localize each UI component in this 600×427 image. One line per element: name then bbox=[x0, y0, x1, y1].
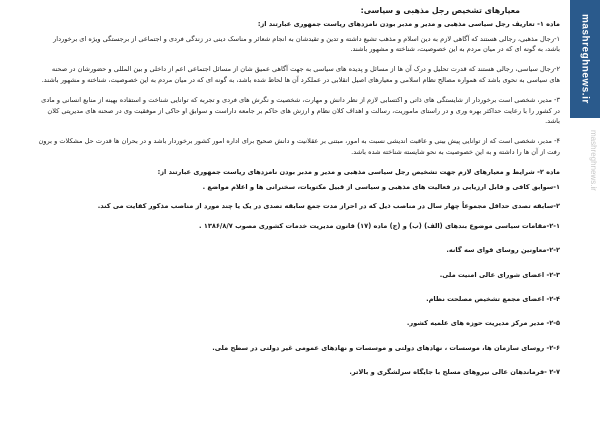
article-2-subitem-7 bbox=[10, 367, 560, 378]
subitem-line: ۲-۷ -فرماندهان عالی نیروهای مسلح با جایگاه سرلشگری و بالاتر. bbox=[349, 367, 560, 376]
article-2-heading: ماده ۲- شرایط و معیارهای لازم جهت تشخیص رجل سیاسی مذهبی و مدیر و مدبر بودن نامزدهای ریاست جمهوری عبارتند از: bbox=[157, 167, 560, 176]
article-2-item-1 bbox=[10, 182, 560, 193]
paragraph-line: های سیاسی به نحوی باشد که همواره مصالح نظام اسلامی و معیارهای اصیل انقلابی در عملکرد آن ها لحاظ شده باشد، به گونه ای که در میان مردم به این خصوصیت، شناخته و مشهور باشند. bbox=[41, 75, 560, 84]
paragraph-line: ۲-رجال سیاسی، رجالی هستند که قدرت تحلیل و درک آن ها از مسائل و پدیده های سیاسی به جهت آگاهی عمیق شان از مسائل اجتماعی اعم از داخلی و بین المللی و حضورشان در صحنه bbox=[51, 65, 560, 74]
paragraph-line: رفت از آن ها را داشته و به این خصوصیت به نحو شایسته شناخته شده باشد. bbox=[351, 147, 560, 156]
paragraph-line: ۴- مدبر، شخصی است که از توانایی پیش بینی و عاقبت اندیشی نسبت به امور، مبتنی بر عقلانیت و دانش صحیح برای اداره امور کشور برخوردار باشد و در بحران ها قدرت حل مشکلات و برون bbox=[38, 137, 560, 146]
paragraph-line: ۱-رجال مذهبی، رجالی هستند که آگاهی لازم به دین اسلام و مذهب تشیع داشته و تدین و تقیدشان به انجام شعائر و مناسک دینی در زندگی فردی و اجتماعی از برجستگی ویژه ای برخوردار bbox=[53, 34, 560, 43]
article-2-subitem-2 bbox=[10, 245, 560, 256]
article-2-subitem-5 bbox=[10, 318, 560, 329]
item-line: ۱-سوابق کافی و قابل ارزیابی در فعالیت های مذهبی و سیاسی از قبیل مکتوبات، سخنرانی ها و اعلام مواضع . bbox=[202, 182, 560, 191]
article-2-item-2 bbox=[10, 201, 560, 212]
document-title: معیارهای تشخیص رجل مذهبی و سیاسی: bbox=[360, 6, 520, 15]
article-1-definition-3 bbox=[10, 95, 560, 127]
article-1-definition-2 bbox=[10, 64, 560, 86]
article-2-subitem-1 bbox=[10, 221, 560, 232]
subitem-line: ۲-۵- مدیر مرکز مدیریت حوزه های علمیه کشور. bbox=[406, 319, 560, 328]
subitem-line: ۲-۴- اعضای مجمع تشخیص مصلحت نظام. bbox=[426, 295, 560, 304]
paragraph-line: ۳- مدیر، شخصی است برخوردار از شایستگی های ذاتی و اکتسابی لازم از نظر دانش و مهارت، شخصیت و نگرش های فردی و تجربه که توانایی شناخت و استفاده بهینه از منابع انسانی و مادی bbox=[41, 95, 560, 104]
site-logo[interactable] bbox=[570, 0, 600, 118]
article-1-definition-1 bbox=[10, 34, 560, 56]
watermark: mashreghnews.ir bbox=[589, 130, 598, 191]
article-1-definition-4 bbox=[10, 136, 560, 158]
paragraph-line: باشد. bbox=[545, 117, 560, 126]
paragraph-line: باشد، به گونه ای که در میان مردم به این خصوصیت، شناخته و مشهور باشند. bbox=[350, 45, 560, 54]
subitem-line: ۲-۱-مقامات سیاسی موضوع بندهای (الف) (ب) و (ج) ماده (۱۷) قانون مدیریت خدمات کشوری مصوب ۱۳۸۶/۸/۷ . bbox=[199, 222, 560, 231]
site-logo-text: mashreghnews.ir bbox=[579, 14, 591, 104]
article-2-subitem-6 bbox=[10, 343, 560, 354]
item-line: ۲-سابقه تصدی حداقل مجموعاً چهار سال در مناصب ذیل که در احراز مدت جمع سابقه تصدی در یک یا چند مورد از مناصب مذکور کفایت می کند. bbox=[97, 202, 560, 211]
subitem-line: ۲-۲-معاونین روسای قوای سه گانه. bbox=[446, 246, 560, 255]
article-2-subitem-4 bbox=[10, 294, 560, 305]
document-content bbox=[10, 6, 560, 391]
article-2-subitem-3 bbox=[10, 270, 560, 281]
subitem-line: ۲-۶- روسای سازمان ها، موسسات ، نهادهای دولتی و موسسات و نهادهای عمومی غیر دولتی در سطح ملی. bbox=[212, 343, 560, 352]
subitem-line: ۲-۳- اعضای شورای عالی امنیت ملی. bbox=[439, 270, 560, 279]
paragraph-line: در کشور را با رعایت حداکثر بهره وری و در راستای ماموریت، رسالت و اهداف کلان نظام و ارزش های حاکم بر جامعه داراست و سوابق او حاکی از موفقیت وی در صحنه های مدیریتی کلان bbox=[47, 106, 560, 115]
article-1-heading: ماده ۱- تعاریف رجل سیاسی مذهبی و مدیر و مدبر بودن نامزدهای ریاست جمهوری عبارتند از: bbox=[257, 19, 560, 28]
